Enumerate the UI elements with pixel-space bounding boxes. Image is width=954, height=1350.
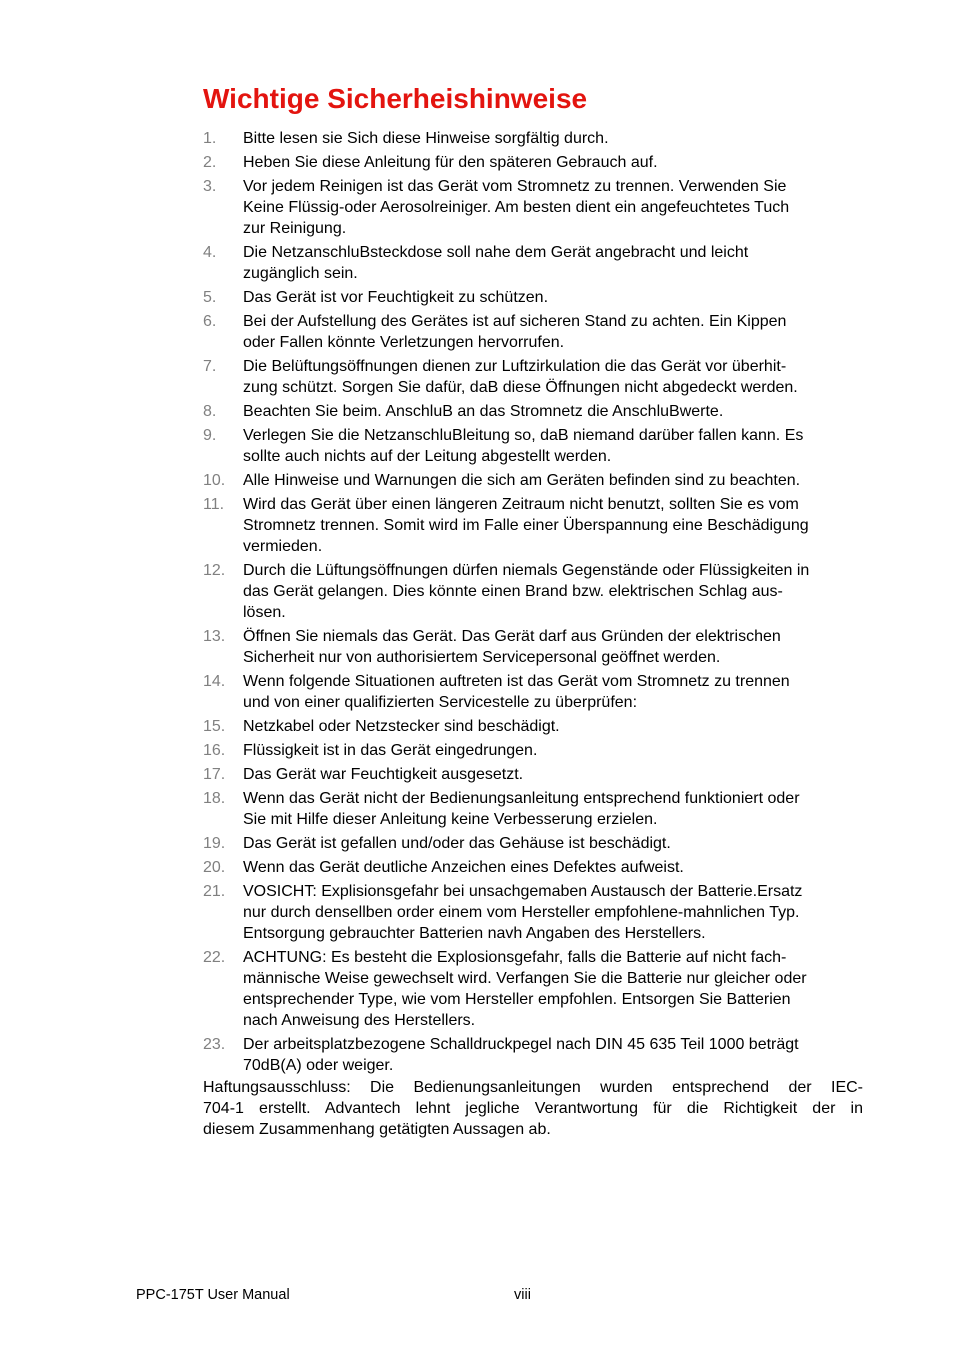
list-item xyxy=(203,470,863,491)
list-item-text-line: Wird das Gerät über einen längeren Zeitraum nicht benutzt, sollten Sie es vom xyxy=(243,496,799,513)
list-item-number: 21. xyxy=(203,883,226,900)
list-item-text-line: Das Gerät ist vor Feuchtigkeit zu schützen. xyxy=(243,289,549,306)
list-item xyxy=(203,626,863,668)
list-item-number: 11. xyxy=(203,496,225,513)
list-item-text-line: Der arbeitsplatzbezogene Schalldruckpegel nach DIN 45 635 Teil 1000 beträgt xyxy=(243,1036,799,1053)
list-item-text-line: Das Gerät ist gefallen und/oder das Gehäuse ist beschädigt. xyxy=(243,835,671,852)
list-item-text-line: männische Weise gewechselt wird. Verfangen Sie die Batterie nur gleicher oder xyxy=(243,970,807,987)
list-item xyxy=(203,242,863,284)
list-item-text-line: Das Gerät war Feuchtigkeit ausgesetzt. xyxy=(243,766,524,783)
disclaimer-text-line: diesem Zusammenhang getätigten Aussagen ab. xyxy=(203,1121,551,1138)
list-item xyxy=(203,356,863,398)
list-item-text-line: Alle Hinweise und Warnungen die sich am Geräten befinden sind zu beachten. xyxy=(243,472,801,489)
list-item-text-line: Sie mit Hilfe dieser Anleitung keine Verbesserung erzielen. xyxy=(243,811,658,828)
list-item-text-line: zur Reinigung. xyxy=(243,220,347,237)
list-item-text-line: Beachten Sie beim. AnschluB an das Stromnetz die AnschluBwerte. xyxy=(243,403,724,420)
disclaimer-text-line: Haftungsausschluss: Die Bedienungsanleitungen wurden entsprechend der IEC- xyxy=(203,1079,863,1096)
list-item-text-line: entsprechender Type, wie vom Hersteller empfohlen. Entsorgen Sie Batterien xyxy=(243,991,791,1008)
list-item-text-line: VOSICHT: Explisionsgefahr bei unsachgemaben Austausch der Batterie.Ersatz xyxy=(243,883,803,900)
list-item-text-line: Netzkabel oder Netzstecker sind beschädigt. xyxy=(243,718,560,735)
list-item-number: 15. xyxy=(203,718,226,735)
list-item-number: 6. xyxy=(203,313,217,330)
list-item-number: 10. xyxy=(203,472,226,489)
list-item xyxy=(203,764,863,785)
list-item-text-line: Flüssigkeit ist in das Gerät eingedrungen. xyxy=(243,742,538,759)
list-item xyxy=(203,857,863,878)
list-item-number: 17. xyxy=(203,766,226,783)
list-item-number: 4. xyxy=(203,244,217,261)
list-item-number: 9. xyxy=(203,427,217,444)
list-item-text-line: nach Anweisung des Herstellers. xyxy=(243,1012,476,1029)
list-item xyxy=(203,881,863,944)
list-item xyxy=(203,425,863,467)
list-item-number: 3. xyxy=(203,178,217,195)
list-item-number: 14. xyxy=(203,673,226,690)
list-item-number: 12. xyxy=(203,562,226,579)
list-item-text-line: nur durch densellben order einem vom Hersteller empfohlene-mahnlichen Typ. xyxy=(243,904,800,921)
list-item-text-line: Verlegen Sie die NetzanschluBleitung so, daB niemand darüber fallen kann. Es xyxy=(243,427,804,444)
list-item-text-line: Die NetzanschluBsteckdose soll nahe dem Gerät angebracht und leicht xyxy=(243,244,749,261)
footer-manual-name: PPC-175T User Manual xyxy=(136,1287,290,1303)
list-item xyxy=(203,287,863,308)
list-item-number: 8. xyxy=(203,403,217,420)
list-item-text-line: Wenn das Gerät nicht der Bedienungsanleitung entsprechend funktioniert oder xyxy=(243,790,800,807)
list-item-text-line: lösen. xyxy=(243,604,286,621)
list-item-text-line: zugänglich sein. xyxy=(243,265,358,282)
list-item-text-line: oder Fallen könnte Verletzungen hervorrufen. xyxy=(243,334,565,351)
list-item-number: 23. xyxy=(203,1036,226,1053)
list-item-text-line: das Gerät gelangen. Dies könnte einen Brand bzw. elektrischen Schlag aus- xyxy=(243,583,783,600)
list-item xyxy=(203,401,863,422)
list-item-text-line: 70dB(A) oder weiger. xyxy=(243,1057,394,1074)
list-item-text-line: Vor jedem Reinigen ist das Gerät vom Stromnetz zu trennen. Verwenden Sie xyxy=(243,178,787,195)
list-item-text-line: zung schützt. Sorgen Sie dafür, daB diese Öffnungen nicht abgedeckt werden. xyxy=(243,379,798,396)
list-item-number: 16. xyxy=(203,742,226,759)
list-item-text-line: Wenn folgende Situationen auftreten ist das Gerät vom Stromnetz zu trennen xyxy=(243,673,790,690)
list-item-number: 19. xyxy=(203,835,226,852)
disclaimer-paragraph xyxy=(203,1077,863,1140)
list-item xyxy=(203,128,863,149)
list-item xyxy=(203,176,863,239)
list-item-text-line: Keine Flüssig-oder Aerosolreiniger. Am besten dient ein angefeuchtetes Tuch xyxy=(243,199,790,216)
list-item xyxy=(203,311,863,353)
list-item xyxy=(203,833,863,854)
list-item-text-line: Bei der Aufstellung des Gerätes ist auf sicheren Stand zu achten. Ein Kippen xyxy=(243,313,787,330)
list-item-text-line: Bitte lesen sie Sich diese Hinweise sorgfältig durch. xyxy=(243,130,609,147)
list-item-text-line: Durch die Lüftungsöffnungen dürfen niemals Gegenstände oder Flüssigkeiten in xyxy=(243,562,810,579)
list-item xyxy=(203,947,863,1031)
list-item xyxy=(203,560,863,623)
list-item-number: 5. xyxy=(203,289,217,306)
list-item-text-line: Wenn das Gerät deutliche Anzeichen eines Defektes aufweist. xyxy=(243,859,684,876)
list-item-number: 20. xyxy=(203,859,226,876)
list-item-text-line: Öffnen Sie niemals das Gerät. Das Gerät darf aus Gründen der elektrischen xyxy=(243,628,781,645)
list-item-text-line: ACHTUNG: Es besteht die Explosionsgefahr, falls die Batterie auf nicht fach- xyxy=(243,949,787,966)
footer-page-number: viii xyxy=(514,1287,531,1303)
list-item-text-line: Heben Sie diese Anleitung für den späteren Gebrauch auf. xyxy=(243,154,658,171)
list-item-text-line: sollte auch nichts auf der Leitung abgestellt werden. xyxy=(243,448,612,465)
list-item xyxy=(203,671,863,713)
list-item-text-line: Entsorgung gebrauchter Batterien navh Angaben des Herstellers. xyxy=(243,925,706,942)
list-item xyxy=(203,740,863,761)
list-item xyxy=(203,788,863,830)
disclaimer-text-line: 704-1 erstellt. Advantech lehnt jegliche Verantwortung für die Richtigkeit der in xyxy=(203,1100,863,1117)
list-item xyxy=(203,1034,863,1076)
list-item-number: 18. xyxy=(203,790,226,807)
list-item-text-line: vermieden. xyxy=(243,538,323,555)
list-item-text-line: Sicherheit nur von authorisiertem Servicepersonal geöffnet werden. xyxy=(243,649,721,666)
list-item-number: 2. xyxy=(203,154,217,171)
list-item-text-line: Stromnetz trennen. Somit wird im Falle einer Überspannung eine Beschädigung xyxy=(243,517,809,534)
safety-instructions-list xyxy=(203,128,863,1079)
list-item-number: 7. xyxy=(203,358,217,375)
list-item-number: 1. xyxy=(203,130,217,147)
page-title: Wichtige Sicherheishinweise xyxy=(203,83,588,114)
list-item xyxy=(203,716,863,737)
list-item xyxy=(203,494,863,557)
list-item xyxy=(203,152,863,173)
list-item-text-line: Die Belüftungsöffnungen dienen zur Luftzirkulation die das Gerät vor überhit- xyxy=(243,358,787,375)
list-item-number: 13. xyxy=(203,628,226,645)
list-item-text-line: und von einer qualifizierten Servicestelle zu überprüfen: xyxy=(243,694,638,711)
list-item-number: 22. xyxy=(203,949,226,966)
